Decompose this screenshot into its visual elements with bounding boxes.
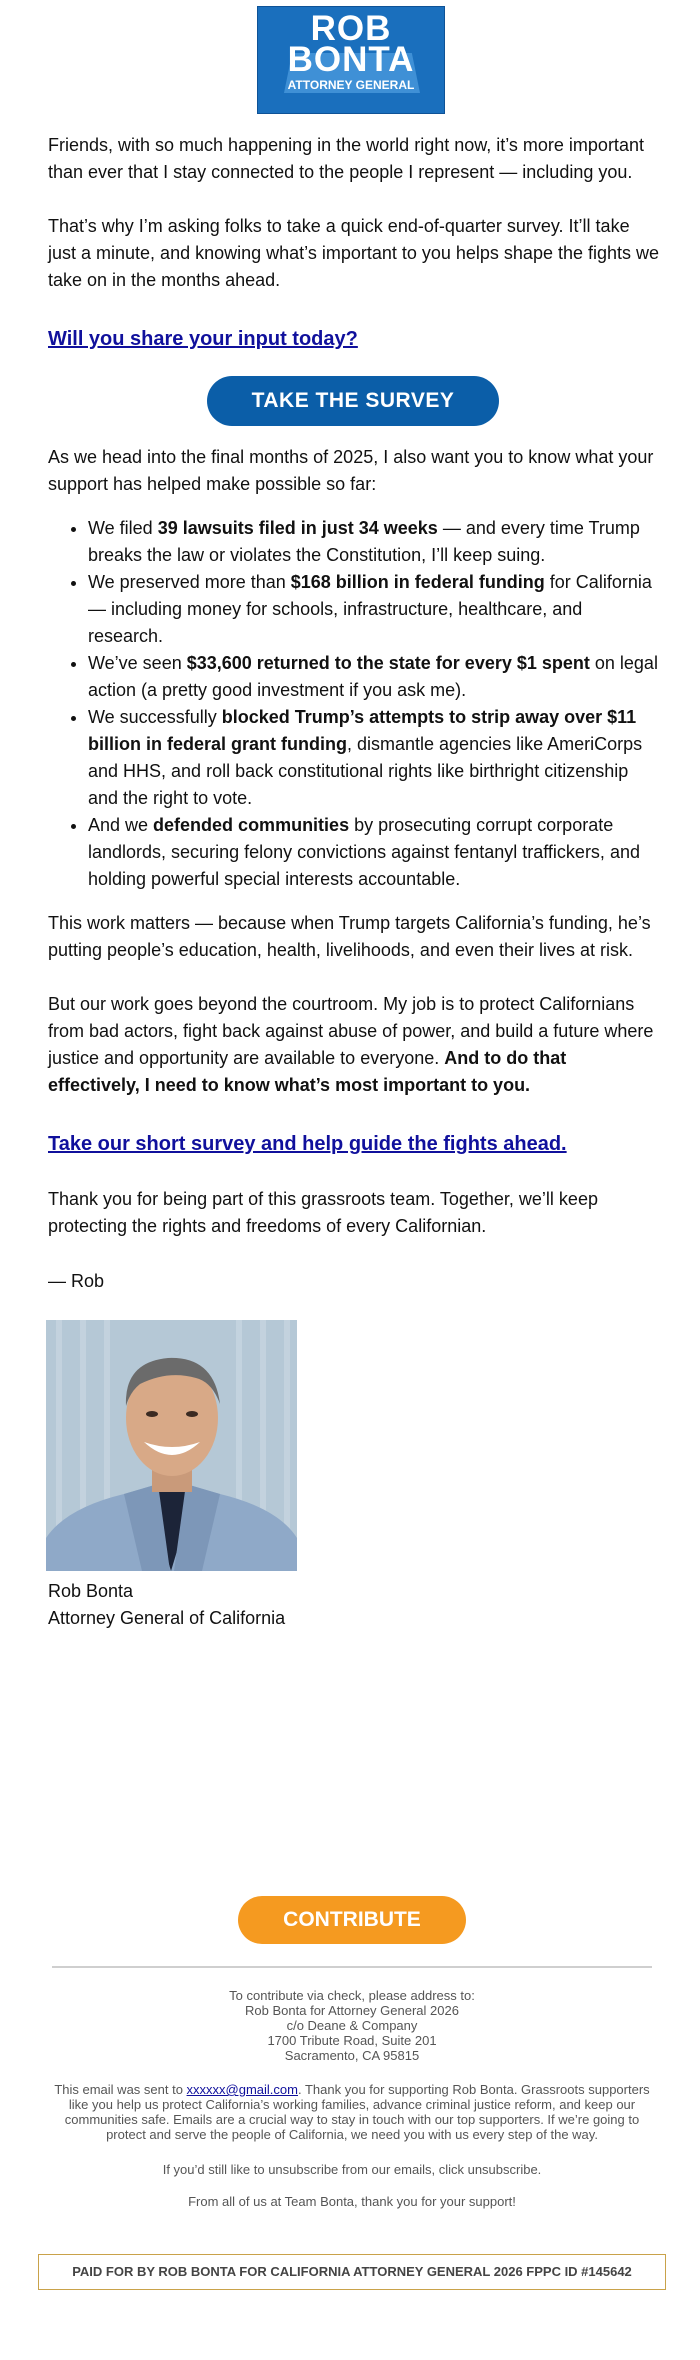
email-notice-text: This email was sent to: [54, 2082, 187, 2097]
take-survey-button[interactable]: TAKE THE SURVEY: [207, 376, 499, 426]
address-line: Rob Bonta for Attorney General 2026: [245, 2003, 459, 2018]
mailing-address: [52, 1988, 652, 2063]
accomplishments-list: [48, 515, 660, 893]
address-line: To contribute via check, please address to:: [229, 1988, 475, 2003]
list-item: [88, 515, 660, 569]
logo-line-1: ROB: [310, 9, 392, 48]
list-item-highlight: 39 lawsuits filed in just 34 weeks: [157, 518, 438, 538]
team-thanks: From all of us at Team Bonta, thank you for your support!: [188, 2194, 516, 2209]
logo-line-2: BONTA: [287, 40, 415, 79]
intro-section: [48, 132, 660, 294]
rob-bonta-portrait: [46, 1320, 297, 1571]
list-item-highlight: $33,600 returned to the state for every $1 spent: [186, 653, 590, 673]
list-item-highlight: defended communities: [153, 815, 350, 835]
list-item: [88, 650, 660, 704]
email-notice-text: . Thank you for supporting Rob Bonta. Grassroots supporters like you help us protect California’s working families, advance criminal justice reform, and keep our communities safe. Emails are a crucial way to stay in touch with our top supporters. If we’re going to protect and serve the people of California, we need you with us every step of the way.: [64, 2082, 650, 2142]
body-paragraph-4: [48, 991, 660, 1099]
signoff: — Rob: [48, 1271, 105, 1291]
paid-for-disclaimer: PAID FOR BY ROB BONTA FOR CALIFORNIA ATTORNEY GENERAL 2026 FPPC ID #145642: [38, 2254, 666, 2290]
list-item-text: , dismantle agencies like AmeriCorps and HHS, and roll back constitutional rights like birthright citizenship and the right to vote.: [88, 734, 643, 808]
body-section: [48, 910, 660, 1099]
list-item: [88, 569, 660, 650]
intro-paragraph-1: Friends, with so much happening in the world right now, it’s more important than ever that I stay connected to the people I represent — including you.: [48, 135, 644, 182]
unsubscribe-notice[interactable]: If you’d still like to unsubscribe from our emails, click unsubscribe.: [162, 2162, 542, 2177]
portrait-illustration: [46, 1320, 297, 1571]
list-item-highlight: $168 billion in federal funding: [290, 572, 545, 592]
signature-title: Attorney General of California: [48, 1608, 286, 1628]
list-item-text: for California — including money for schools, infrastructure, healthcare, and research.: [88, 572, 652, 646]
guide-fights-link[interactable]: Take our short survey and help guide the fights ahead.: [48, 1133, 567, 1155]
list-item-text: We successfully: [88, 707, 222, 727]
list-item-highlight: blocked Trump’s attempts to strip away over $11 billion in federal grant funding: [88, 707, 637, 754]
list-item-text: We preserved more than: [88, 572, 291, 592]
list-item-text: on legal action (a pretty good investment if you ask me).: [88, 653, 658, 700]
body-paragraph-3: This work matters — because when Trump targets California’s funding, he’s putting people’s education, health, livelihoods, and even their lives at risk.: [48, 913, 651, 960]
footer-divider: [52, 1966, 652, 1968]
contribute-button[interactable]: CONTRIBUTE: [238, 1896, 466, 1944]
list-item-text: And we: [88, 815, 154, 835]
recipient-email-link[interactable]: xxxxxx@gmail.com: [186, 2082, 298, 2097]
list-item: [88, 704, 660, 812]
share-input-link[interactable]: Will you share your input today?: [48, 328, 358, 350]
address-line: Sacramento, CA 95815: [284, 2048, 420, 2063]
address-line: 1700 Tribute Road, Suite 201: [267, 2033, 437, 2048]
body-paragraph-4-text: But our work goes beyond the courtroom. My job is to protect Californians from bad actors, fight back against abuse of power, and build a future where justice and opportunity are available to everyone.: [48, 994, 654, 1068]
list-item-text: by prosecuting corrupt corporate landlords, securing felony convictions against fentanyl traffickers, and holding powerful special interests accountable.: [88, 815, 640, 889]
email-notice: [52, 2082, 652, 2142]
list-item: [88, 812, 660, 893]
address-line: c/o Deane & Company: [286, 2018, 418, 2033]
logo-line-3: ATTORNEY GENERAL: [287, 78, 415, 92]
lead-in-paragraph: As we head into the final months of 2025, I also want you to know what your support has helped make possible so far:: [48, 447, 654, 494]
body-paragraph-4-bold: And to do that effectively, I need to know what’s most important to you.: [48, 1048, 567, 1095]
signature-block: [48, 1578, 660, 1632]
signature-name: Rob Bonta: [48, 1581, 134, 1601]
intro-paragraph-2: That’s why I’m asking folks to take a quick end-of-quarter survey. It’ll take just a minute, and knowing what’s important to you helps shape the fights we take on in the months ahead.: [48, 216, 660, 290]
list-item-text: We’ve seen: [88, 653, 187, 673]
list-item-text: — and every time Trump breaks the law or violates the Constitution, I’ll keep suing.: [88, 518, 640, 565]
list-item-text: We filed: [88, 518, 158, 538]
closing-paragraph: Thank you for being part of this grassroots team. Together, we’ll keep protecting the rights and freedoms of every Californian.: [48, 1189, 598, 1236]
rob-bonta-logo[interactable]: [257, 6, 445, 114]
